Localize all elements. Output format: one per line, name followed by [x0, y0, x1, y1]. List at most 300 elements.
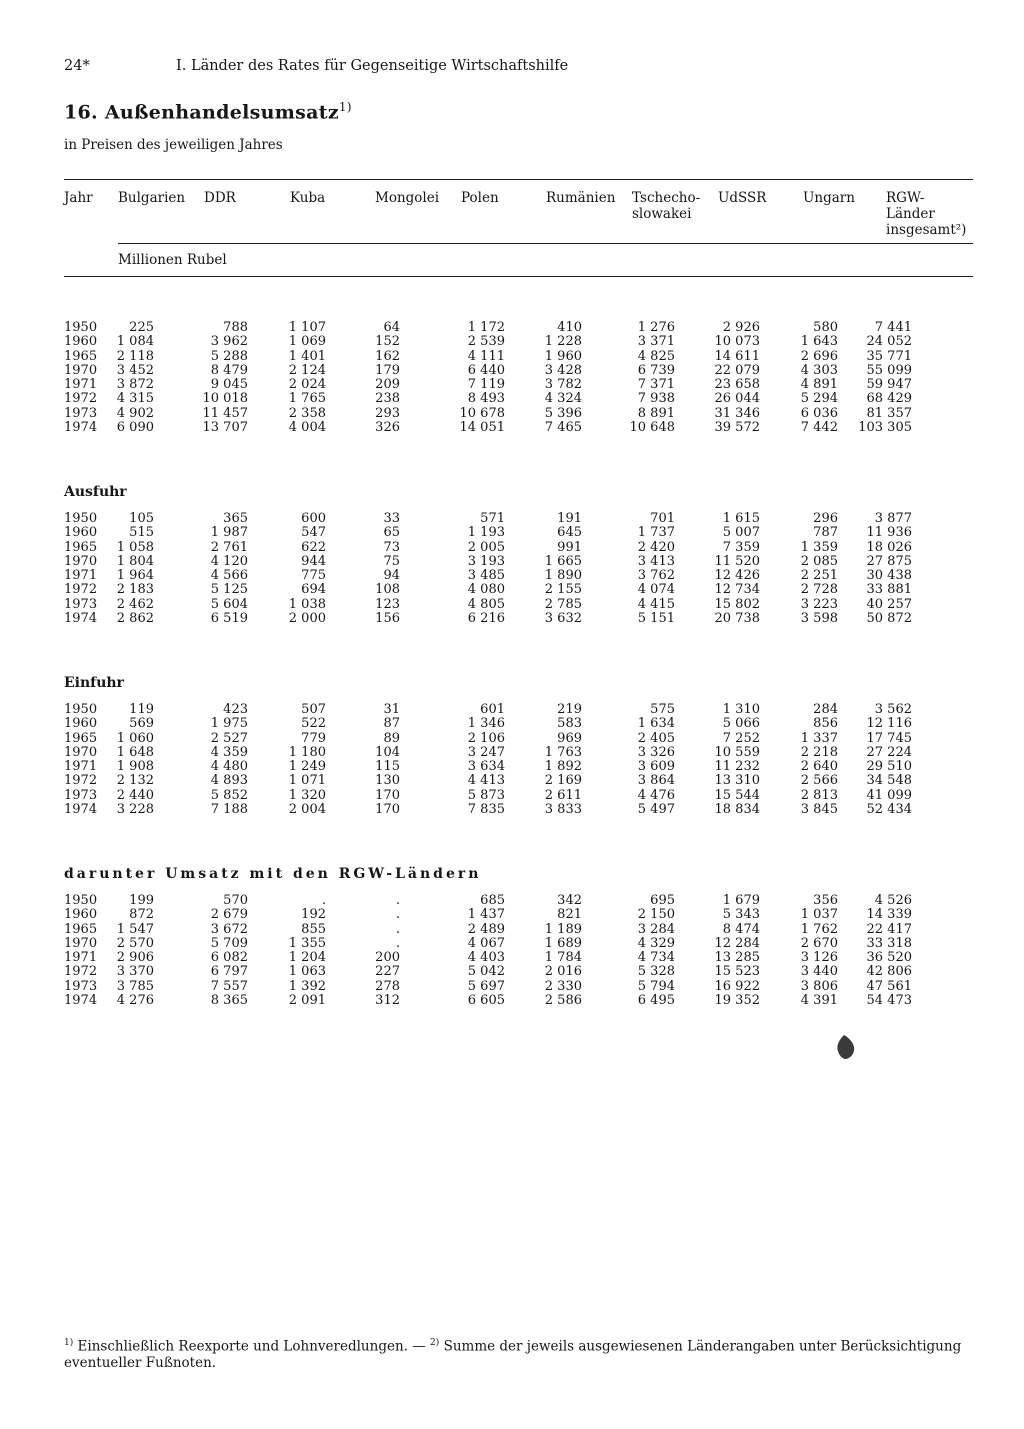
table-row — [0, 583, 1024, 597]
table-number: 16. — [64, 101, 98, 124]
value-cell-mongolei: 238 — [375, 391, 400, 407]
value-cell-bulgarien: 3 228 — [116, 802, 154, 818]
value-cell-udssr: 31 346 — [714, 405, 760, 421]
value-cell-polen: 1 437 — [467, 907, 505, 923]
column-header-polen — [461, 190, 499, 206]
value-cell-kuba: 1 069 — [288, 334, 326, 350]
column-header-line: insgesamt²) — [886, 222, 967, 238]
table-row — [0, 908, 1024, 922]
value-cell-rgw-insgesamt: 27 224 — [866, 744, 912, 760]
column-header-line: Bulgarien — [118, 190, 186, 206]
value-cell-mongolei: 108 — [375, 582, 400, 598]
chapter-title: I. Länder des Rates für Gegenseitige Wirtschaftshilfe — [176, 58, 569, 74]
value-cell-rumaenien: 410 — [557, 320, 582, 335]
year-cell: 1972 — [64, 391, 98, 407]
value-cell-udssr: 14 611 — [714, 348, 760, 364]
value-cell-ddr: 570 — [223, 893, 248, 908]
value-cell-tschechoslowakei: 1 737 — [637, 525, 675, 541]
value-cell-rgw-insgesamt: 34 548 — [866, 773, 912, 789]
value-cell-ddr: 6 519 — [210, 611, 248, 627]
value-cell-rumaenien: 1 665 — [544, 553, 582, 569]
value-cell-udssr: 26 044 — [714, 391, 760, 407]
value-cell-kuba: 779 — [301, 730, 326, 746]
year-cell: 1960 — [64, 525, 98, 541]
value-cell-udssr: 23 658 — [714, 377, 760, 393]
value-cell-bulgarien: 2 462 — [116, 596, 154, 612]
value-cell-rgw-insgesamt: 81 357 — [866, 405, 912, 421]
value-cell-tschechoslowakei: 4 329 — [637, 935, 675, 951]
value-cell-polen: 4 067 — [467, 935, 505, 951]
value-cell-rgw-insgesamt: 7 441 — [874, 320, 912, 335]
value-cell-bulgarien: 3 785 — [116, 978, 154, 994]
year-cell: 1971 — [64, 950, 98, 966]
value-cell-mongolei: 179 — [375, 362, 400, 378]
column-header-ddr — [204, 190, 236, 206]
value-cell-rumaenien: 2 016 — [544, 964, 582, 980]
value-cell-ungarn: 3 126 — [800, 950, 838, 966]
value-cell-tschechoslowakei: 1 634 — [637, 716, 675, 732]
column-header-line: Polen — [461, 190, 499, 206]
column-header-line: Kuba — [290, 190, 326, 206]
value-cell-rumaenien: 645 — [557, 525, 582, 541]
value-cell-polen: 5 697 — [467, 978, 505, 994]
value-cell-mongolei: 170 — [375, 802, 400, 818]
table-row — [0, 421, 1024, 435]
header-bottom-rule — [64, 276, 973, 277]
year-cell: 1973 — [64, 787, 98, 803]
table-section — [0, 321, 1024, 435]
value-cell-ddr: 5 125 — [210, 582, 248, 598]
value-cell-kuba: 1 071 — [288, 773, 326, 789]
value-cell-rumaenien: 3 428 — [544, 362, 582, 378]
value-cell-ungarn: 3 806 — [800, 978, 838, 994]
value-cell-ungarn: 3 845 — [800, 802, 838, 818]
value-cell-mongolei: 227 — [375, 964, 400, 980]
value-cell-polen: 6 216 — [467, 611, 505, 627]
value-cell-rgw-insgesamt: 30 438 — [866, 568, 912, 584]
value-cell-rumaenien: 2 611 — [544, 787, 582, 803]
value-cell-bulgarien: 6 090 — [116, 420, 154, 436]
value-cell-mongolei: 312 — [375, 993, 400, 1009]
value-cell-ungarn: 7 442 — [800, 420, 838, 436]
value-cell-rumaenien: 1 784 — [544, 950, 582, 966]
value-cell-ungarn: 1 643 — [800, 334, 838, 350]
column-header-rgw-insgesamt — [886, 190, 966, 238]
value-cell-ungarn: 296 — [813, 511, 838, 526]
value-cell-bulgarien: 1 908 — [116, 759, 154, 775]
column-header-kuba — [290, 190, 325, 206]
table-subtitle: in Preisen des jeweiligen Jahres — [64, 137, 283, 153]
value-cell-kuba: 1 063 — [288, 964, 326, 980]
value-cell-polen: 6 605 — [467, 993, 505, 1009]
value-cell-udssr: 15 802 — [714, 596, 760, 612]
value-cell-polen: 601 — [480, 702, 505, 717]
value-cell-bulgarien: 1 804 — [116, 553, 154, 569]
table-row — [0, 717, 1024, 731]
value-cell-ddr: 9 045 — [210, 377, 248, 393]
table-row — [0, 364, 1024, 378]
value-cell-rgw-insgesamt: 36 520 — [866, 950, 912, 966]
value-cell-udssr: 19 352 — [714, 993, 760, 1009]
value-cell-bulgarien: 2 570 — [116, 935, 154, 951]
value-cell-kuba: 1 204 — [288, 950, 326, 966]
page-number: 24* — [64, 58, 90, 74]
value-cell-tschechoslowakei: 5 794 — [637, 978, 675, 994]
table-section — [0, 512, 1024, 626]
value-cell-polen: 4 111 — [467, 348, 505, 364]
value-cell-rumaenien: 1 960 — [544, 348, 582, 364]
value-cell-mongolei: 123 — [375, 596, 400, 612]
value-cell-rgw-insgesamt: 68 429 — [866, 391, 912, 407]
year-cell: 1965 — [64, 348, 98, 364]
table-row — [0, 392, 1024, 406]
value-cell-ungarn: 5 294 — [800, 391, 838, 407]
value-cell-bulgarien: 119 — [129, 702, 154, 717]
value-cell-polen: 3 193 — [467, 553, 505, 569]
value-cell-rumaenien: 4 324 — [544, 391, 582, 407]
value-cell-rumaenien: 7 465 — [544, 420, 582, 436]
value-cell-rumaenien: 5 396 — [544, 405, 582, 421]
running-header — [64, 58, 568, 74]
table-section — [0, 703, 1024, 817]
value-cell-tschechoslowakei: 4 476 — [637, 787, 675, 803]
value-cell-udssr: 1 679 — [722, 893, 760, 908]
value-cell-rumaenien: 1 890 — [544, 568, 582, 584]
table-row — [0, 732, 1024, 746]
value-cell-polen: 7 119 — [467, 377, 505, 393]
value-cell-udssr: 12 734 — [714, 582, 760, 598]
value-cell-ungarn: 2 251 — [800, 568, 838, 584]
year-cell: 1973 — [64, 978, 98, 994]
value-cell-polen: 2 489 — [467, 921, 505, 937]
value-cell-tschechoslowakei: 6 739 — [637, 362, 675, 378]
value-cell-ddr: 1 975 — [210, 716, 248, 732]
value-cell-polen: 571 — [480, 511, 505, 526]
value-cell-kuba: 2 124 — [288, 362, 326, 378]
year-cell: 1971 — [64, 759, 98, 775]
value-cell-ungarn: 2 670 — [800, 935, 838, 951]
column-header-line: Ungarn — [803, 190, 855, 206]
value-cell-ungarn: 580 — [813, 320, 838, 335]
value-cell-rgw-insgesamt: 11 936 — [866, 525, 912, 541]
value-cell-kuba: 600 — [301, 511, 326, 526]
value-cell-tschechoslowakei: 695 — [650, 893, 675, 908]
value-cell-udssr: 10 559 — [714, 744, 760, 760]
value-cell-rumaenien: 1 189 — [544, 921, 582, 937]
value-cell-mongolei: . — [395, 921, 400, 937]
table-row — [0, 965, 1024, 979]
value-cell-udssr: 1 310 — [722, 702, 760, 717]
value-cell-ungarn: 1 359 — [800, 539, 838, 555]
value-cell-polen: 7 835 — [467, 802, 505, 818]
table-row — [0, 980, 1024, 994]
value-cell-udssr: 18 834 — [714, 802, 760, 818]
value-cell-mongolei: 326 — [375, 420, 400, 436]
value-cell-mongolei: . — [395, 907, 400, 923]
value-cell-kuba: 2 004 — [288, 802, 326, 818]
value-cell-tschechoslowakei: 2 150 — [637, 907, 675, 923]
table-title — [64, 100, 352, 123]
value-cell-rgw-insgesamt: 14 339 — [866, 907, 912, 923]
header-middle-rule — [118, 243, 973, 244]
value-cell-ddr: 4 893 — [210, 773, 248, 789]
value-cell-ddr: 8 479 — [210, 362, 248, 378]
year-cell: 1950 — [64, 893, 98, 908]
value-cell-mongolei: 200 — [375, 950, 400, 966]
value-cell-polen: 3 247 — [467, 744, 505, 760]
header-top-rule — [64, 179, 973, 180]
column-header-line: RGW- — [886, 190, 925, 206]
value-cell-tschechoslowakei: 4 734 — [637, 950, 675, 966]
value-cell-polen: 4 805 — [467, 596, 505, 612]
value-cell-rgw-insgesamt: 52 434 — [866, 802, 912, 818]
value-cell-kuba: 1 180 — [288, 744, 326, 760]
value-cell-polen: 3 634 — [467, 759, 505, 775]
value-cell-polen: 4 403 — [467, 950, 505, 966]
value-cell-rumaenien: 2 330 — [544, 978, 582, 994]
column-header-line: Rumänien — [546, 190, 616, 206]
value-cell-ungarn: 3 598 — [800, 611, 838, 627]
table-row — [0, 512, 1024, 526]
value-cell-tschechoslowakei: 5 151 — [637, 611, 675, 627]
column-header-tschechoslowakei — [632, 190, 700, 222]
value-cell-udssr: 15 544 — [714, 787, 760, 803]
value-cell-udssr: 1 615 — [722, 511, 760, 526]
value-cell-udssr: 10 073 — [714, 334, 760, 350]
value-cell-kuba: 1 765 — [288, 391, 326, 407]
value-cell-bulgarien: 515 — [129, 525, 154, 541]
value-cell-tschechoslowakei: 5 328 — [637, 964, 675, 980]
value-cell-bulgarien: 4 315 — [116, 391, 154, 407]
value-cell-rgw-insgesamt: 3 562 — [874, 702, 912, 717]
value-cell-mongolei: 130 — [375, 773, 400, 789]
value-cell-ungarn: 1 037 — [800, 907, 838, 923]
value-cell-bulgarien: 225 — [129, 320, 154, 335]
value-cell-bulgarien: 4 276 — [116, 993, 154, 1009]
value-cell-mongolei: 75 — [383, 553, 400, 569]
value-cell-rumaenien: 3 833 — [544, 802, 582, 818]
value-cell-udssr: 2 926 — [722, 320, 760, 335]
table-row — [0, 569, 1024, 583]
value-cell-rgw-insgesamt: 27 875 — [866, 553, 912, 569]
value-cell-mongolei: 115 — [375, 759, 400, 775]
value-cell-tschechoslowakei: 2 405 — [637, 730, 675, 746]
year-cell: 1972 — [64, 582, 98, 598]
section-label: darunter Umsatz mit den RGW-Ländern — [64, 866, 482, 882]
year-cell: 1973 — [64, 405, 98, 421]
value-cell-kuba: 1 107 — [288, 320, 326, 335]
value-cell-udssr: 22 079 — [714, 362, 760, 378]
value-cell-ddr: 7 557 — [210, 978, 248, 994]
value-cell-ungarn: 2 813 — [800, 787, 838, 803]
value-cell-rgw-insgesamt: 35 771 — [866, 348, 912, 364]
column-header-line: Tschecho- — [632, 190, 701, 206]
value-cell-rumaenien: 583 — [557, 716, 582, 732]
table-row — [0, 350, 1024, 364]
value-cell-kuba: 507 — [301, 702, 326, 717]
year-cell: 1970 — [64, 744, 98, 760]
value-cell-polen: 1 346 — [467, 716, 505, 732]
value-cell-polen: 4 080 — [467, 582, 505, 598]
value-cell-polen: 4 413 — [467, 773, 505, 789]
value-cell-polen: 6 440 — [467, 362, 505, 378]
value-cell-ungarn: 4 391 — [800, 993, 838, 1009]
value-cell-kuba: 1 401 — [288, 348, 326, 364]
value-cell-bulgarien: 1 058 — [116, 539, 154, 555]
value-cell-mongolei: 64 — [383, 320, 400, 335]
value-cell-udssr: 13 310 — [714, 773, 760, 789]
value-cell-udssr: 39 572 — [714, 420, 760, 436]
value-cell-ungarn: 2 218 — [800, 744, 838, 760]
value-cell-mongolei: 209 — [375, 377, 400, 393]
value-cell-mongolei: 94 — [383, 568, 400, 584]
value-cell-tschechoslowakei: 10 648 — [629, 420, 675, 436]
footnote-text-2: Summe der jeweils ausgewiesenen Länderangaben unter Berücksichtigung eventueller Fußnoten. — [64, 1338, 962, 1371]
value-cell-rgw-insgesamt: 50 872 — [866, 611, 912, 627]
value-cell-rumaenien: 2 169 — [544, 773, 582, 789]
value-cell-tschechoslowakei: 701 — [650, 511, 675, 526]
value-cell-mongolei: . — [395, 893, 400, 908]
table-row — [0, 774, 1024, 788]
value-cell-ddr: 7 188 — [210, 802, 248, 818]
value-cell-bulgarien: 105 — [129, 511, 154, 526]
value-cell-ungarn: 4 303 — [800, 362, 838, 378]
value-cell-udssr: 15 523 — [714, 964, 760, 980]
table-row — [0, 923, 1024, 937]
value-cell-rgw-insgesamt: 4 526 — [874, 893, 912, 908]
column-header-mongolei — [375, 190, 439, 206]
year-cell: 1960 — [64, 907, 98, 923]
value-cell-kuba: 522 — [301, 716, 326, 732]
value-cell-rgw-insgesamt: 33 318 — [866, 935, 912, 951]
value-cell-udssr: 20 738 — [714, 611, 760, 627]
value-cell-ddr: 1 987 — [210, 525, 248, 541]
column-header-line: Mongolei — [375, 190, 440, 206]
value-cell-ddr: 6 082 — [210, 950, 248, 966]
year-cell: 1970 — [64, 553, 98, 569]
year-cell: 1965 — [64, 539, 98, 555]
value-cell-udssr: 8 474 — [722, 921, 760, 937]
year-cell: 1970 — [64, 362, 98, 378]
column-header-line: DDR — [204, 190, 236, 206]
table-row — [0, 994, 1024, 1008]
year-cell: 1974 — [64, 420, 98, 436]
value-cell-ddr: 3 672 — [210, 921, 248, 937]
value-cell-ddr: 2 679 — [210, 907, 248, 923]
section-label: Einfuhr — [64, 675, 124, 691]
value-cell-polen: 3 485 — [467, 568, 505, 584]
value-cell-tschechoslowakei: 4 825 — [637, 348, 675, 364]
value-cell-ddr: 365 — [223, 511, 248, 526]
table-row — [0, 760, 1024, 774]
section-label: Ausfuhr — [64, 484, 127, 500]
value-cell-kuba: 1 392 — [288, 978, 326, 994]
value-cell-tschechoslowakei: 3 371 — [637, 334, 675, 350]
value-cell-rgw-insgesamt: 3 877 — [874, 511, 912, 526]
value-cell-polen: 5 042 — [467, 964, 505, 980]
value-cell-tschechoslowakei: 575 — [650, 702, 675, 717]
value-cell-rumaenien: 969 — [557, 730, 582, 746]
value-cell-ungarn: 356 — [813, 893, 838, 908]
value-cell-kuba: 1 038 — [288, 596, 326, 612]
footnote-mark-2: 2) — [430, 1338, 440, 1348]
value-cell-ddr: 2 761 — [210, 539, 248, 555]
value-cell-bulgarien: 2 118 — [116, 348, 154, 364]
value-cell-tschechoslowakei: 6 495 — [637, 993, 675, 1009]
value-cell-mongolei: 152 — [375, 334, 400, 350]
table-row — [0, 407, 1024, 421]
value-cell-rgw-insgesamt: 24 052 — [866, 334, 912, 350]
value-cell-polen: 8 493 — [467, 391, 505, 407]
value-cell-kuba: . — [321, 893, 326, 908]
column-header-line: UdSSR — [718, 190, 767, 206]
year-cell: 1960 — [64, 334, 98, 350]
year-cell: 1970 — [64, 935, 98, 951]
value-cell-rgw-insgesamt: 42 806 — [866, 964, 912, 980]
table-row — [0, 555, 1024, 569]
value-cell-tschechoslowakei: 4 074 — [637, 582, 675, 598]
value-cell-rumaenien: 1 228 — [544, 334, 582, 350]
footnote-text-1: Einschließlich Reexporte und Lohnveredlungen. — — [77, 1338, 426, 1355]
year-cell: 1971 — [64, 377, 98, 393]
value-cell-tschechoslowakei: 2 420 — [637, 539, 675, 555]
value-cell-mongolei: 293 — [375, 405, 400, 421]
value-cell-polen: 1 193 — [467, 525, 505, 541]
value-cell-bulgarien: 2 183 — [116, 582, 154, 598]
value-cell-bulgarien: 872 — [129, 907, 154, 923]
value-cell-kuba: 1 320 — [288, 787, 326, 803]
value-cell-rgw-insgesamt: 22 417 — [866, 921, 912, 937]
value-cell-polen: 2 005 — [467, 539, 505, 555]
value-cell-ungarn: 6 036 — [800, 405, 838, 421]
value-cell-tschechoslowakei: 3 284 — [637, 921, 675, 937]
value-cell-kuba: 1 355 — [288, 935, 326, 951]
table-row — [0, 894, 1024, 908]
value-cell-ungarn: 1 337 — [800, 730, 838, 746]
value-cell-polen: 2 106 — [467, 730, 505, 746]
table-row — [0, 598, 1024, 612]
value-cell-kuba: 4 004 — [288, 420, 326, 436]
value-cell-bulgarien: 199 — [129, 893, 154, 908]
value-cell-udssr: 11 520 — [714, 553, 760, 569]
value-cell-kuba: 1 249 — [288, 759, 326, 775]
table-row — [0, 541, 1024, 555]
year-cell: 1950 — [64, 702, 98, 717]
value-cell-rgw-insgesamt: 12 116 — [866, 716, 912, 732]
value-cell-rgw-insgesamt: 47 561 — [866, 978, 912, 994]
value-cell-ungarn: 1 762 — [800, 921, 838, 937]
value-cell-rumaenien: 1 689 — [544, 935, 582, 951]
value-cell-rgw-insgesamt: 41 099 — [866, 787, 912, 803]
value-cell-udssr: 5 007 — [722, 525, 760, 541]
value-cell-ddr: 11 457 — [202, 405, 248, 421]
value-cell-kuba: 855 — [301, 921, 326, 937]
column-header-line: Länder — [886, 206, 935, 222]
value-cell-polen: 2 539 — [467, 334, 505, 350]
value-cell-kuba: 775 — [301, 568, 326, 584]
value-cell-ungarn: 2 085 — [800, 553, 838, 569]
value-cell-ddr: 8 365 — [210, 993, 248, 1009]
table-row — [0, 937, 1024, 951]
value-cell-ddr: 5 288 — [210, 348, 248, 364]
year-cell: 1965 — [64, 730, 98, 746]
unit-label: Millionen Rubel — [118, 252, 227, 268]
value-cell-bulgarien: 3 370 — [116, 964, 154, 980]
value-cell-rumaenien: 3 632 — [544, 611, 582, 627]
value-cell-ddr: 4 480 — [210, 759, 248, 775]
value-cell-tschechoslowakei: 8 891 — [637, 405, 675, 421]
value-cell-mongolei: 87 — [383, 716, 400, 732]
